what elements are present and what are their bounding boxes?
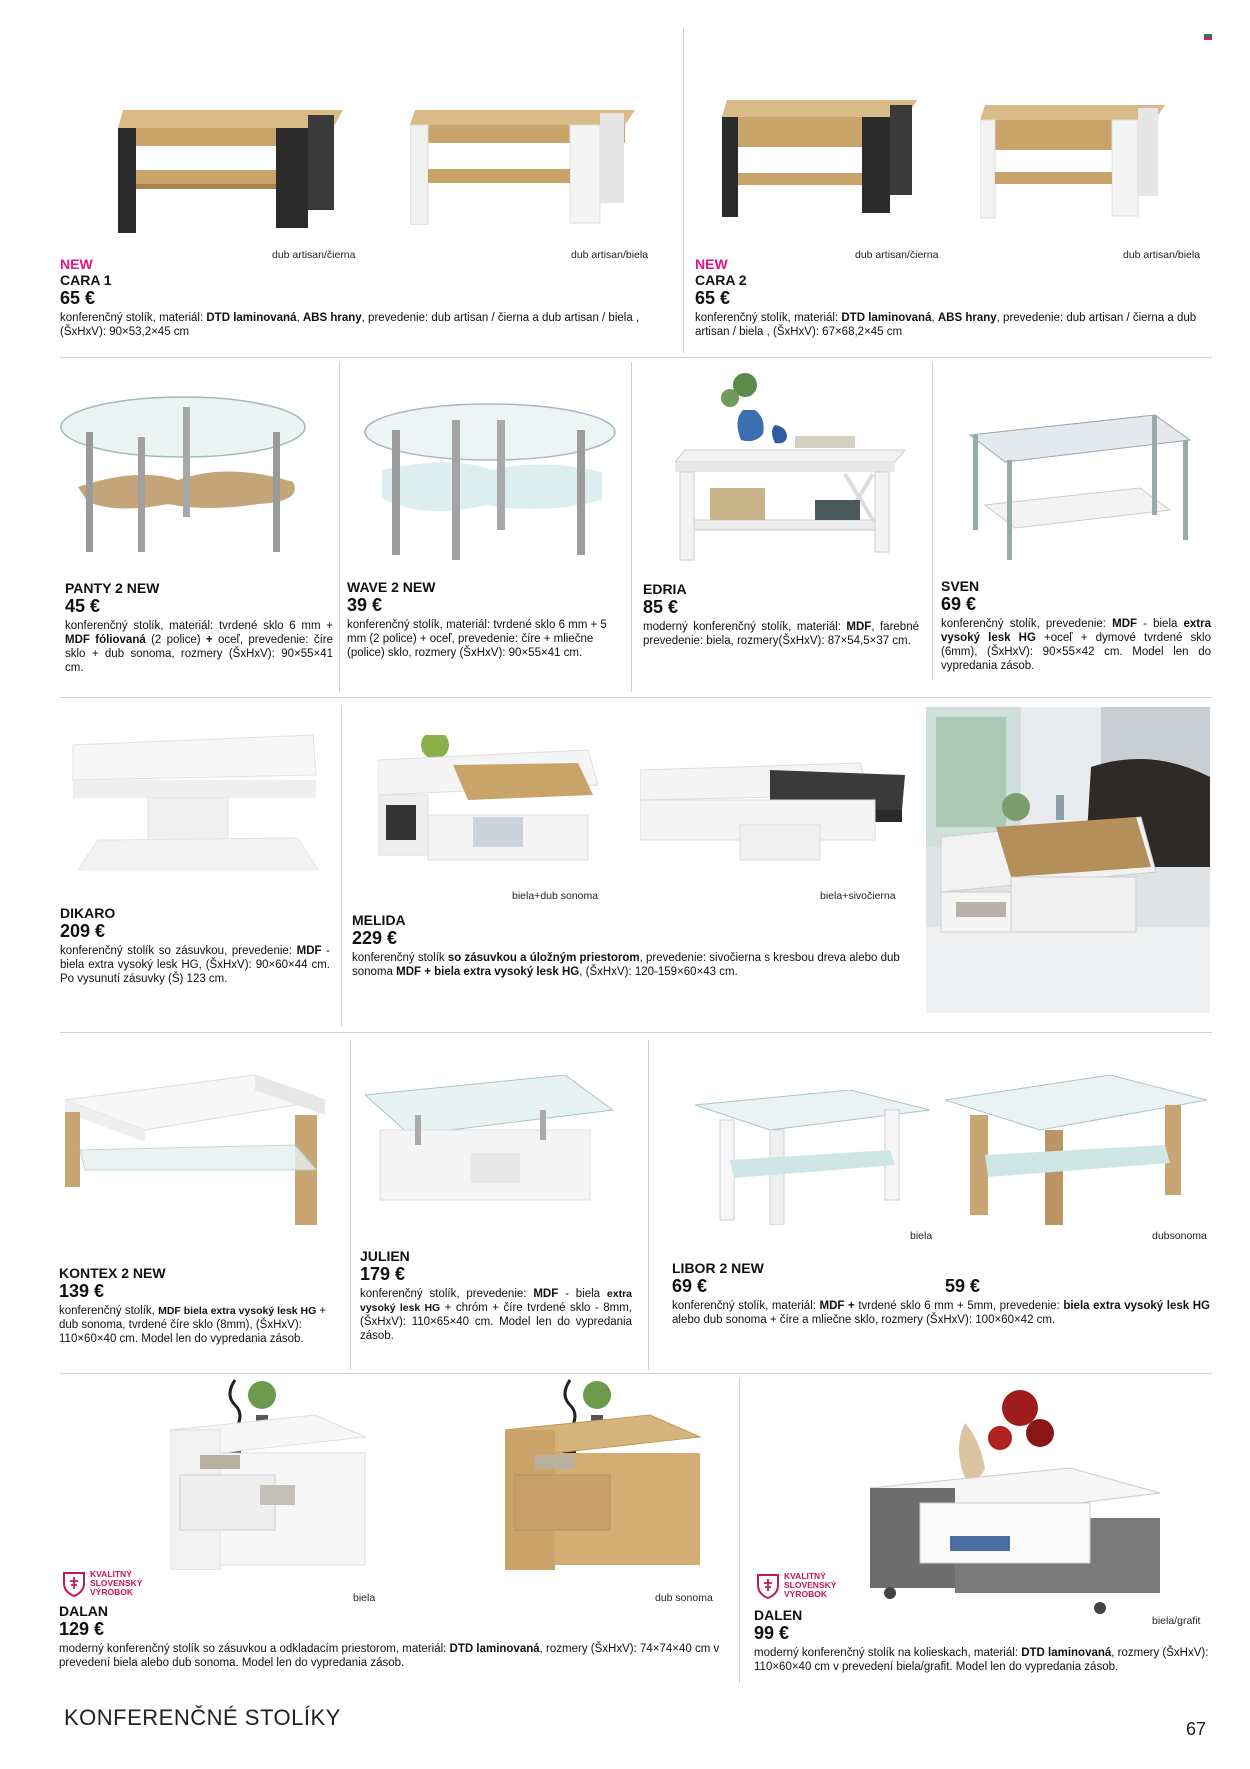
product-block-libor2 xyxy=(672,1260,1210,1327)
shield-icon xyxy=(62,1571,86,1597)
product-description: konferenčný stolík, materiál: MDF + tvrdené sklo 6 mm + 5mm, prevedenie: biela extra vysoký lesk HG alebo dub sonoma + číre a mliečne sklo, rozmery (ŠxHxV): 100×60×42 cm. xyxy=(672,1300,1210,1326)
product-block-julien xyxy=(360,1248,632,1343)
shield-icon xyxy=(756,1573,780,1599)
product-description: konferenčný stolík, MDF biela extra vysoký lesk HG + dub sonoma, tvrdené číre sklo (8mm), (ŠxHxV): 110×60×40 cm. Model len do vypredania zásob. xyxy=(59,1305,327,1345)
product-price-alt: 59 € xyxy=(945,1276,981,1296)
quality-badge-dalan: KVALITNÝ SLOVENSKÝ VÝROBOK xyxy=(62,1570,142,1597)
product-image-cara1-black xyxy=(118,100,348,235)
product-description: konferenčný stolík, materiál: tvrdené sklo 6 mm + 5 mm (2 police) + oceľ, prevedenie: číre + mliečne (police) sklo, rozmery (ŠxHxV): 90×55×41 cm. xyxy=(347,619,607,659)
product-image-libor2-oak xyxy=(945,1075,1207,1225)
product-name: LIBOR 2 NEW xyxy=(672,1260,764,1276)
product-name: KONTEX 2 NEW xyxy=(59,1265,166,1281)
product-description: konferenčný stolík, materiál: DTD laminovaná, ABS hrany, prevedenie: dub artisan / čierna a dub artisan / biela , (ŠxHxV): 90×53,2×45 cm xyxy=(60,312,640,338)
product-price: 69 € xyxy=(941,594,977,614)
caption-cara2-b: dub artisan/biela xyxy=(1123,249,1201,261)
page-number: 67 xyxy=(1186,1719,1207,1739)
product-description: moderný konferenčný stolík so zásuvkou a odkladacím priestorom, materiál: DTD laminovaná, rozmery (ŠxHxV): 74×74×40 cm v prevedení biela alebo dub sonoma. Model len do vypredania zásob. xyxy=(59,1643,720,1669)
product-image-dalan-oak xyxy=(505,1375,705,1570)
product-name: WAVE 2 NEW xyxy=(347,579,436,595)
new-badge: NEW xyxy=(60,256,93,272)
product-image-dikaro xyxy=(68,730,318,870)
quality-badge-dalen: KVALITNÝ SLOVENSKÝ VÝROBOK xyxy=(756,1572,836,1599)
product-image-edria xyxy=(675,370,910,565)
product-description: konferenčný stolík, prevedenie: MDF - biela extra vysoký lesk HG +oceľ + dymové tvrdené sklo (6mm), (ŠxHxV): 90×55×42 cm. Model len do vypredania zásob. xyxy=(941,618,1212,672)
caption-cara1-b: dub artisan/biela xyxy=(571,249,649,261)
caption-dalen: biela/grafit xyxy=(1152,1615,1201,1627)
product-description: moderný konferenčný stolík na kolieskach, materiál: DTD laminovaná, rozmery (ŠxHxV): 110×60×40 cm v prevedení biela/grafit. Model len do vypredania zásob. xyxy=(754,1647,1209,1673)
product-name: DIKARO xyxy=(60,905,116,921)
product-image-dalan-white xyxy=(170,1375,370,1570)
caption-melida-a: biela+dub sonoma xyxy=(512,890,599,902)
product-block-kontex2 xyxy=(59,1265,344,1346)
product-price: 129 € xyxy=(59,1619,105,1639)
product-image-cara2-white xyxy=(980,100,1170,220)
caption-cara1-a: dub artisan/čierna xyxy=(272,249,356,261)
product-block-sven xyxy=(941,578,1211,673)
product-block-edria xyxy=(643,581,919,648)
product-image-kontex2 xyxy=(65,1070,330,1230)
product-name: MELIDA xyxy=(352,912,406,928)
product-block-panty2 xyxy=(65,580,333,675)
product-image-cara1-white xyxy=(410,105,640,225)
product-price: 209 € xyxy=(60,921,106,941)
new-badge: NEW xyxy=(695,256,728,272)
interior-photo-melida xyxy=(926,707,1210,1013)
product-description: konferenčný stolík, prevedenie: MDF - biela extra vysoký lesk HG + chróm + číre tvrdené sklo - 8mm, (ŠxHxV): 110×65×40 cm. Model len do vypredania zásob. xyxy=(360,1288,632,1342)
product-name: PANTY 2 NEW xyxy=(65,580,160,596)
caption-cara2-a: dub artisan/čierna xyxy=(855,249,939,261)
product-image-cara2-black xyxy=(722,95,922,220)
product-image-julien xyxy=(365,1075,615,1205)
caption-dalan-a: biela xyxy=(353,1592,376,1604)
product-price: 39 € xyxy=(347,595,383,615)
section-title: KONFERENČNÉ STOLÍKY xyxy=(64,1705,341,1730)
product-name: EDRIA xyxy=(643,581,687,597)
product-block-dikaro xyxy=(60,905,330,986)
product-name: DALEN xyxy=(754,1607,803,1623)
product-image-wave2 xyxy=(362,400,617,565)
product-image-dalen xyxy=(870,1378,1160,1618)
product-name: JULIEN xyxy=(360,1248,410,1264)
product-price: 65 € xyxy=(695,288,731,308)
product-price: 45 € xyxy=(65,596,101,616)
product-image-sven xyxy=(955,410,1195,565)
product-block-dalen xyxy=(754,1607,1210,1674)
product-block-wave2 xyxy=(347,579,622,660)
product-block-cara2 xyxy=(695,256,1210,339)
product-price: 99 € xyxy=(754,1623,790,1643)
caption-libor2-a: biela xyxy=(910,1230,933,1242)
product-description: konferenčný stolík, materiál: tvrdené sklo 6 mm + MDF fóliovaná (2 police) + oceľ, prevedenie: číre sklo + dub sonoma, rozmery (ŠxHxV): 90×55×41 cm. xyxy=(65,620,334,674)
caption-libor2-b: dubsonoma xyxy=(1152,1230,1207,1242)
product-price: 229 € xyxy=(352,928,398,948)
product-description: konferenčný stolík, materiál: DTD laminovaná, ABS hrany, prevedenie: dub artisan / čierna a dub artisan / biela , (ŠxHxV): 67×68,2×45 cm xyxy=(695,312,1197,338)
product-image-panty2 xyxy=(58,392,308,562)
product-price: 69 € xyxy=(672,1276,708,1296)
product-name: SVEN xyxy=(941,578,980,594)
product-block-cara1 xyxy=(60,256,670,339)
product-image-libor2-white xyxy=(690,1090,935,1225)
product-description: moderný konferenčný stolík, materiál: MDF, farebné prevedenie: biela, rozmery(ŠxHxV): 87×54,5×37 cm. xyxy=(643,621,919,647)
product-description: konferenčný stolík so zásuvkou, prevedenie: MDF - biela extra vysoký lesk HG, (ŠxHxV): 90×60×44 cm. Po vysunutí zásuvky (Š) 123 cm. xyxy=(60,945,330,985)
product-block-melida xyxy=(352,912,917,979)
corner-flag-icon xyxy=(1204,34,1212,42)
product-price: 65 € xyxy=(60,288,96,308)
product-name: CARA 1 xyxy=(60,272,112,288)
caption-melida-b: biela+sivočierna xyxy=(820,890,896,902)
product-price: 139 € xyxy=(59,1281,105,1301)
product-description: konferenčný stolík so zásuvkou a úložným priestorom, prevedenie: sivočierna s kresbou dreva alebo dub sonoma MDF + biela extra vysoký lesk HG, (ŠxHxV): 120-159×60×43 cm. xyxy=(352,952,900,978)
product-image-melida-oak xyxy=(378,735,618,875)
caption-dalan-b: dub sonoma xyxy=(655,1592,713,1604)
product-image-melida-grey xyxy=(640,755,910,865)
product-block-dalan xyxy=(59,1603,721,1670)
product-name: CARA 2 xyxy=(695,272,747,288)
product-name: DALAN xyxy=(59,1603,108,1619)
product-price: 179 € xyxy=(360,1264,406,1284)
product-price: 85 € xyxy=(643,597,679,617)
